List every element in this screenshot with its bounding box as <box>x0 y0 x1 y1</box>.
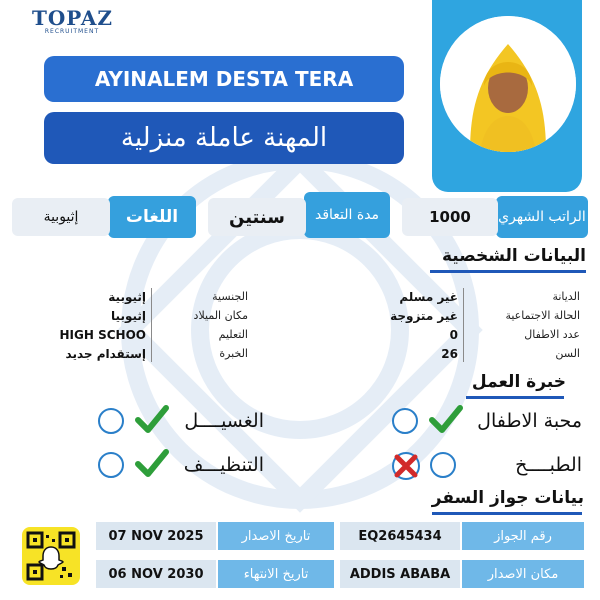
education-label: التعليم <box>218 328 248 341</box>
right-column-divider <box>463 288 464 362</box>
logo-text: TOPAZ <box>32 6 114 30</box>
experience-label: الخبرة <box>219 347 248 360</box>
expiry-date-label: تاريخ الانتهاء <box>218 560 334 588</box>
personal-data-title: البيانات الشخصية <box>441 246 586 266</box>
issue-date-value: 07 NOV 2025 <box>96 522 216 550</box>
skill-cooking-checkbox <box>430 452 456 478</box>
candidate-photo <box>440 16 576 152</box>
children-value: 0 <box>449 328 458 342</box>
work-experience-title: خبرة العمل <box>471 372 566 392</box>
marital-status-label: الحالة الاجتماعية <box>505 309 580 322</box>
cross-icon <box>390 450 422 482</box>
languages-label: اللغات <box>108 196 196 238</box>
skill-washing-checkbox <box>98 408 124 434</box>
age-label: السن <box>555 347 580 360</box>
check-icon <box>134 404 170 436</box>
work-experience-underline <box>466 396 564 399</box>
candidate-name: AYINALEM DESTA TERA <box>44 56 404 102</box>
logo-subtext: RECRUITMENT <box>44 28 100 35</box>
check-icon <box>134 448 170 480</box>
check-icon <box>428 404 464 436</box>
children-label: عدد الاطفال <box>524 328 580 341</box>
issue-date-label: تاريخ الاصدار <box>218 522 334 550</box>
birthplace-value: إثيوبيا <box>111 309 146 323</box>
marital-status-value: غير متزوجة <box>390 309 458 323</box>
contract-label: مدة التعاقد <box>304 192 390 238</box>
contract-value: سنتين <box>208 198 306 236</box>
personal-data-underline <box>430 270 586 273</box>
left-column-divider <box>151 288 152 362</box>
salary-value: 1000 <box>402 198 498 236</box>
birthplace-label: مكان الميلاد <box>193 309 248 322</box>
education-value: HIGH SCHOO <box>59 328 146 342</box>
issue-place-value: ADDIS ABABA <box>340 560 460 588</box>
religion-label: الديانة <box>552 290 580 303</box>
age-value: 26 <box>441 347 458 361</box>
passport-number-value: EQ2645434 <box>340 522 460 550</box>
experience-value: إستقدام جديد <box>65 347 146 361</box>
issue-place-label: مكان الاصدار <box>462 560 584 588</box>
qr-code[interactable] <box>22 527 80 585</box>
passport-title: بيانات جواز السفر <box>431 488 584 508</box>
languages-value: إثيوبية <box>12 198 110 236</box>
salary-label: الراتب الشهري <box>496 196 588 238</box>
nationality-value: إثيوبية <box>108 290 146 304</box>
skill-cooking-label: الطبــــخ <box>515 454 582 476</box>
skill-cleaning-checkbox <box>98 452 124 478</box>
expiry-date-value: 06 NOV 2030 <box>96 560 216 588</box>
passport-underline <box>432 512 582 515</box>
skill-cleaning-label: التنظيـــف <box>183 454 264 476</box>
passport-number-label: رقم الجواز <box>462 522 584 550</box>
skill-washing-label: الغسيــــل <box>184 410 264 432</box>
skill-childcare-checkbox <box>392 408 418 434</box>
job-title: المهنة عاملة منزلية <box>44 112 404 164</box>
company-logo <box>32 6 112 40</box>
nationality-label: الجنسية <box>212 290 248 303</box>
skill-childcare-label: محبة الاطفال <box>477 410 582 432</box>
religion-value: غير مسلم <box>399 290 458 304</box>
